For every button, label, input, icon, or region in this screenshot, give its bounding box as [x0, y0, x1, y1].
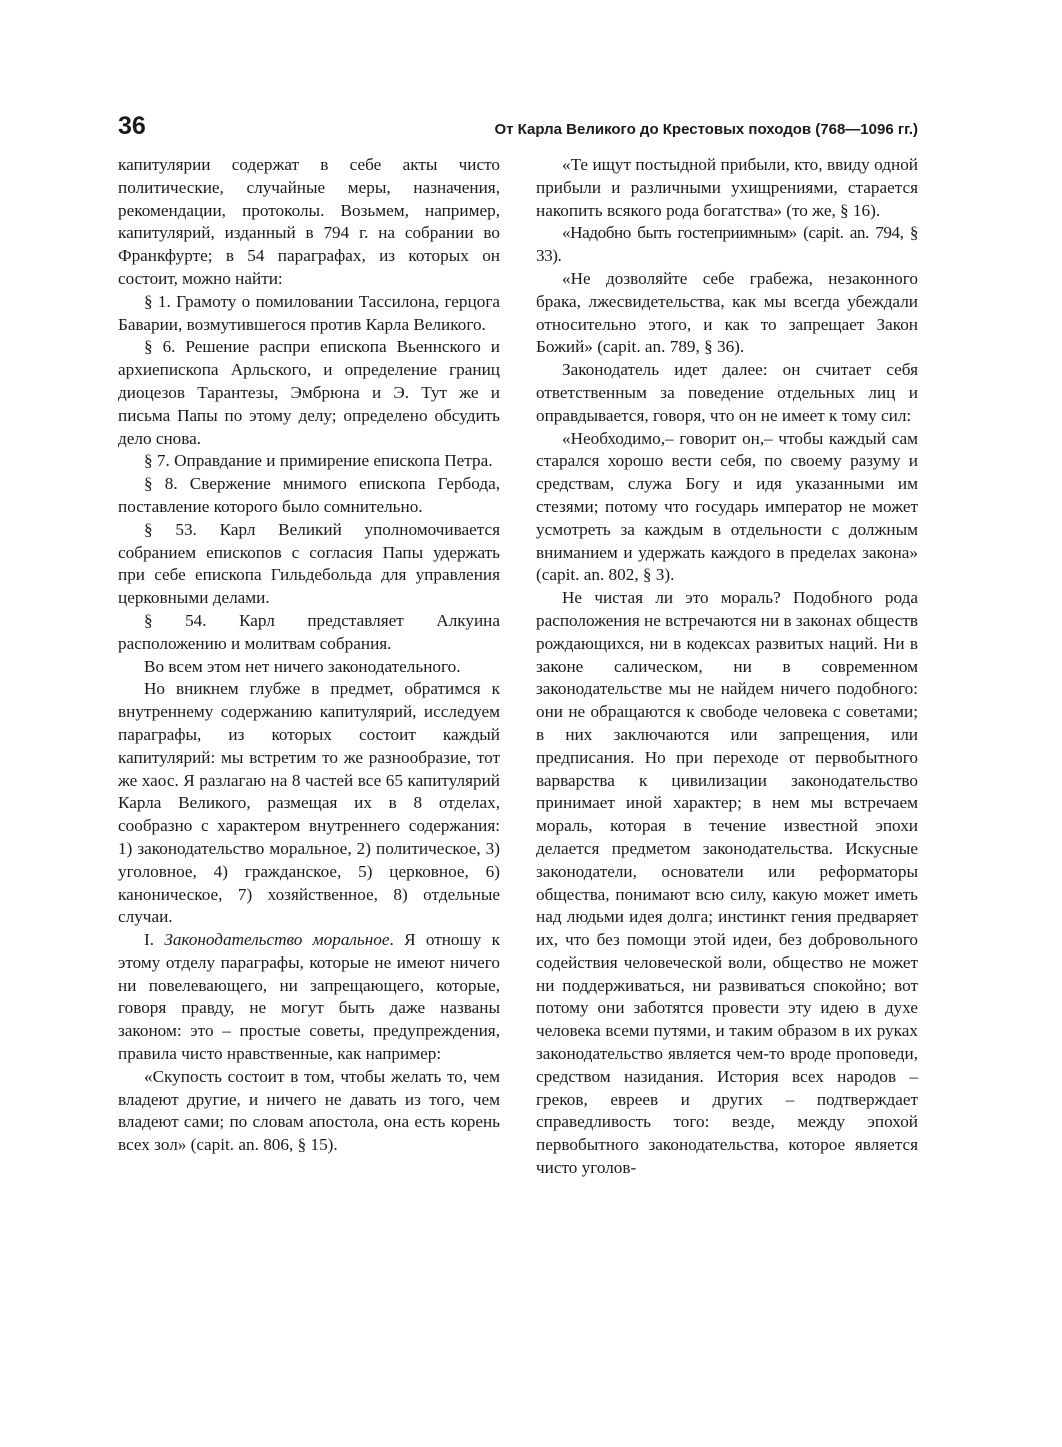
- paragraph: Не чистая ли это мораль? Подобного рода расположения не встречаются ни в законах обществ рождающихся, ни в кодексах развитых наций. Ни в законе салическом, ни в современном законодательстве мы не найдем ничего подобного: они не обращаются к свободе человека с советами; в них заключаются или запрещения, или предписания. Но при переходе от первобытного варварства к цивилизации законодательство принимает иной характер; в нем мы встречаем мораль, которая в течение известной эпохи делается предметом законодательства. Искусные законодатели, основатели или реформаторы общества, понимают всю силу, какую может иметь над людьми идея долга; инстинкт гения предваряет их, что без помощи этой идеи, без добровольного содействия человеческой воли, общество не может ни поддерживаться, ни развиваться спокойно; вот потому они заботятся провести эту идею в духе человека всеми путями, и таким образом в их руках законодательство является чем-то вроде проповеди, средством назидания. История всех народов – греков, евреев и других – подтверждает справедливость того: везде, между эпохой первобытного законодательства, которое является чисто уголов-: [536, 588, 918, 1178]
- paragraph: Но вникнем глубже в предмет, обратимся к внутреннему содержанию капитулярий, исследуем параграфы, из которых состоит каждый капитулярий: мы встретим то же разнообразие, тот же хаос. Я разлагаю на 8 частей все 65 капитулярий Карла Великого, размещая их в 8 отделах, сообразно с характером внутреннего содержания: 1) законодательство моральное, 2) политическое, 3) уголовное, 4) гражданское, 5) церковное, 6) каноническое, 7) хозяйственное, 8) отдельные случаи.: [118, 679, 500, 927]
- paragraph: «Надобно быть гостеприимным» (capit. an. 794, § 33).: [536, 223, 918, 266]
- paragraph: [118, 929, 500, 1066]
- column-left: [118, 154, 500, 1414]
- paragraph: «Необходимо,– говорит он,– чтобы каждый сам старался хорошо вести себя, по своему разуму и средствам, служа Богу и идя указанными им стезями; потому что государь император не может усмотреть за каждым в отдельности с должным вниманием и удержать каждого в пределах закона» (capit. an. 802, § 3).: [536, 428, 918, 585]
- paragraph: § 54. Карл представляет Алкуина расположению и молитвам собрания.: [118, 610, 500, 653]
- paragraph: Во всем этом нет ничего законодательного.: [144, 656, 461, 676]
- paragraph: капитулярии содержат в себе акты чисто политические, случайные меры, назначения, рекомендации, протоколы. Возьмем, например, капитулярий, изданный в 794 г. на собрании во Франкфурте; в 54 параграфах, из которых он состоит, можно найти:: [118, 155, 500, 288]
- page-number: 36: [118, 112, 146, 140]
- paragraph-text: . Я отношу к этому отделу параграфы, которые не имеют ничего ни повелевающего, ни запрещающего, которые, говоря правду, не могут быть даже названы законом: это – простые советы, предупреждения, правила чисто нравственные, как например:: [118, 930, 500, 1064]
- running-head: [118, 112, 918, 152]
- section-heading-emphasis: Законодательство моральное: [164, 930, 390, 950]
- paragraph: Законодатель идет далее: он считает себя ответственным за поведение отдельных лиц и оправдывается, говоря, что он не имеет к тому сил:: [536, 360, 918, 425]
- paragraph: § 7. Оправдание и примирение епископа Петра.: [144, 451, 493, 471]
- paragraph: «Те ищут постыдной прибыли, кто, ввиду одной прибыли и различными ухищрениями, старается накопить всякого рода богатства» (то же, § 16).: [536, 155, 918, 220]
- paragraph: § 6. Решение распри епископа Вьеннского и архиепископа Арльского, и определение границ диоцезов Тарантезы, Эмбрюна и Э. Тут же и письма Папы по этому делу; определено обсудить дело снова.: [118, 337, 500, 448]
- paragraph-lead: I.: [144, 930, 165, 950]
- text-columns: [118, 154, 918, 1414]
- paragraph: § 8. Свержение мнимого епископа Гербода, поставление которого было сомнительно.: [118, 474, 500, 516]
- paragraph: «Скупость состоит в том, чтобы желать то, чем владеют другие, и ничего не давать из того, чем владеют сами; по словам апостола, она есть корень всех зол» (capit. an. 806, § 15).: [118, 1066, 500, 1155]
- running-title: От Карла Великого до Крестовых походов (768—1096 гг.): [494, 121, 918, 138]
- paragraph: «Не дозволяйте себе грабежа, незаконного брака, лжесвидетельства, как мы всегда убеждали относительно этого, и как то запрещает Закон Божий» (capit. an. 789, § 36).: [536, 268, 918, 357]
- paragraph: § 1. Грамоту о помиловании Тассилона, герцога Баварии, возмутившегося против Карла Великого.: [118, 291, 500, 334]
- paragraph: § 53. Карл Великий уполномочивается собранием епископов с согласия Папы удержать при себе епископа Гильдебольда для управления церковными делами.: [118, 519, 500, 608]
- column-right: [536, 154, 918, 1414]
